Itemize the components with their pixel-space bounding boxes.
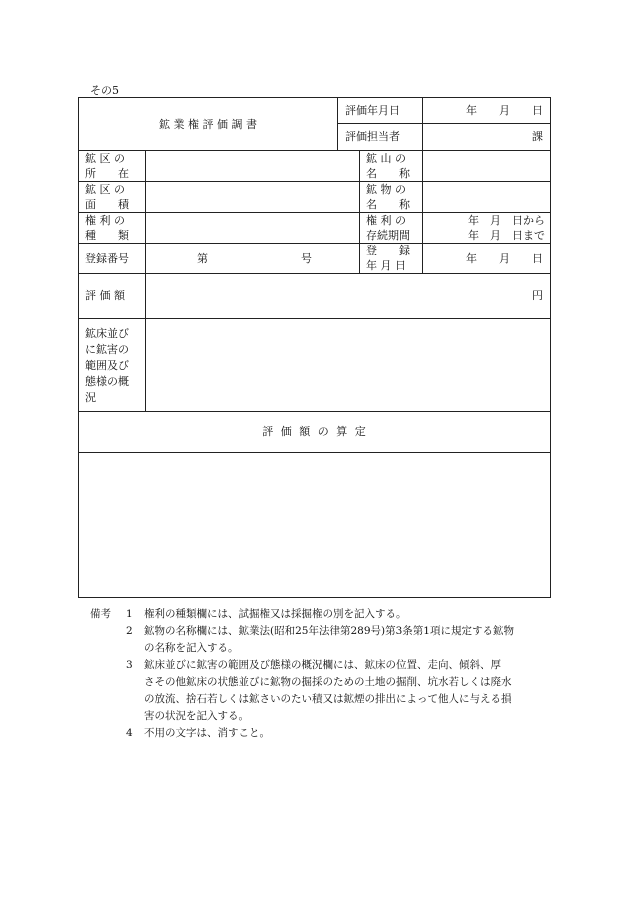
calc-field[interactable]: [79, 452, 551, 597]
location-label-line2: 所 在: [85, 166, 129, 180]
deposit-label-line4: 態様の概: [85, 375, 129, 388]
eval-amount-label: 評 価 額: [85, 289, 125, 302]
mine-name-label-line2: 名 称: [366, 166, 410, 180]
deposit-label-line1: 鉱床並び: [85, 327, 129, 340]
person-in-charge-field[interactable]: 課: [532, 130, 543, 143]
mineral-name-field[interactable]: [422, 181, 551, 212]
form-title: 鉱 業 権 評 価 調 書: [159, 117, 257, 131]
remark-3-line1: 鉱床並びに鉱害の範囲及び態様の概況欄には、鉱床の位置、走向、傾斜、厚: [144, 659, 501, 671]
mineral-name-label-line2: 名 称: [366, 197, 410, 211]
reg-date-field[interactable]: 年 月 日: [466, 251, 543, 265]
location-field[interactable]: [145, 150, 359, 181]
duration-to: 年 月 日まで: [468, 228, 545, 242]
right-type-label-line1: 権 利 の: [85, 213, 125, 227]
person-in-charge-label: 評価担当者: [345, 130, 400, 143]
reg-no-field[interactable]: [145, 243, 359, 273]
deposit-label-line3: 範囲及び: [85, 359, 129, 372]
area-field[interactable]: [145, 181, 359, 212]
duration-label-line2: 存続期間: [366, 228, 410, 242]
reg-no-suffix: 号: [301, 251, 312, 265]
remark-3-num: 3: [126, 659, 133, 671]
deposit-overview-field[interactable]: [145, 318, 551, 411]
remark-3-line3: の放流、捨石若しくは鉱さいのたい積又は鉱煙の排出によって他人に与える損: [144, 693, 512, 705]
page-label: その5: [90, 84, 119, 97]
duration-field[interactable]: [422, 212, 551, 243]
remark-3-line2: さその他鉱床の状態並びに鉱物の掘採のための土地の掘削、坑水若しくは廃水: [144, 676, 512, 688]
reg-date-label-line1: 登 録: [366, 244, 410, 257]
deposit-label-line2: に鉱害の: [85, 343, 129, 356]
area-label-line1: 鉱 区 の: [85, 182, 125, 196]
remark-1-line1: 権利の種類欄には、試掘権又は採掘権の別を記入する。: [144, 608, 407, 620]
duration-label-line1: 権 利 の: [366, 213, 406, 227]
remark-4-line1: 不用の文字は、消すこと。: [144, 727, 270, 739]
calc-header: 評 価 額 の 算 定: [262, 425, 368, 438]
location-label-line1: 鉱 区 の: [85, 151, 125, 165]
remark-2-line1: 鉱物の名称欄には、鉱業法(昭和25年法律第289号)第3条第1項に規定する鉱物: [144, 625, 514, 637]
reg-no-label: 登録番号: [85, 251, 129, 265]
remark-3-line4: 害の状況を記入する。: [144, 710, 249, 722]
duration-from: 年 月 日から: [468, 213, 545, 227]
reg-date-label-line2: 年 月 日: [366, 259, 406, 272]
eval-date-label: 評価年月日: [345, 104, 400, 117]
remark-4-num: 4: [126, 727, 133, 739]
remark-2-line2: の名称を記入する。: [144, 642, 239, 654]
remark-2-num: 2: [126, 625, 133, 637]
mine-name-label-line1: 鉱 山 の: [366, 151, 406, 165]
remarks-heading: 備考: [90, 608, 111, 620]
eval-amount-field[interactable]: 円: [532, 289, 543, 302]
mineral-name-label-line1: 鉱 物 の: [366, 182, 406, 196]
remark-1-num: 1: [126, 608, 133, 620]
right-type-field[interactable]: [145, 212, 359, 243]
remarks: [90, 606, 560, 742]
right-type-label-line2: 種 類: [85, 228, 129, 242]
reg-no-prefix: 第: [197, 251, 208, 265]
area-label-line2: 面 積: [85, 197, 129, 211]
appraisal-form: [78, 97, 551, 598]
eval-date-field[interactable]: 年 月 日: [466, 104, 543, 117]
deposit-label-line5: 況: [85, 391, 96, 404]
mine-name-field[interactable]: [422, 150, 551, 181]
